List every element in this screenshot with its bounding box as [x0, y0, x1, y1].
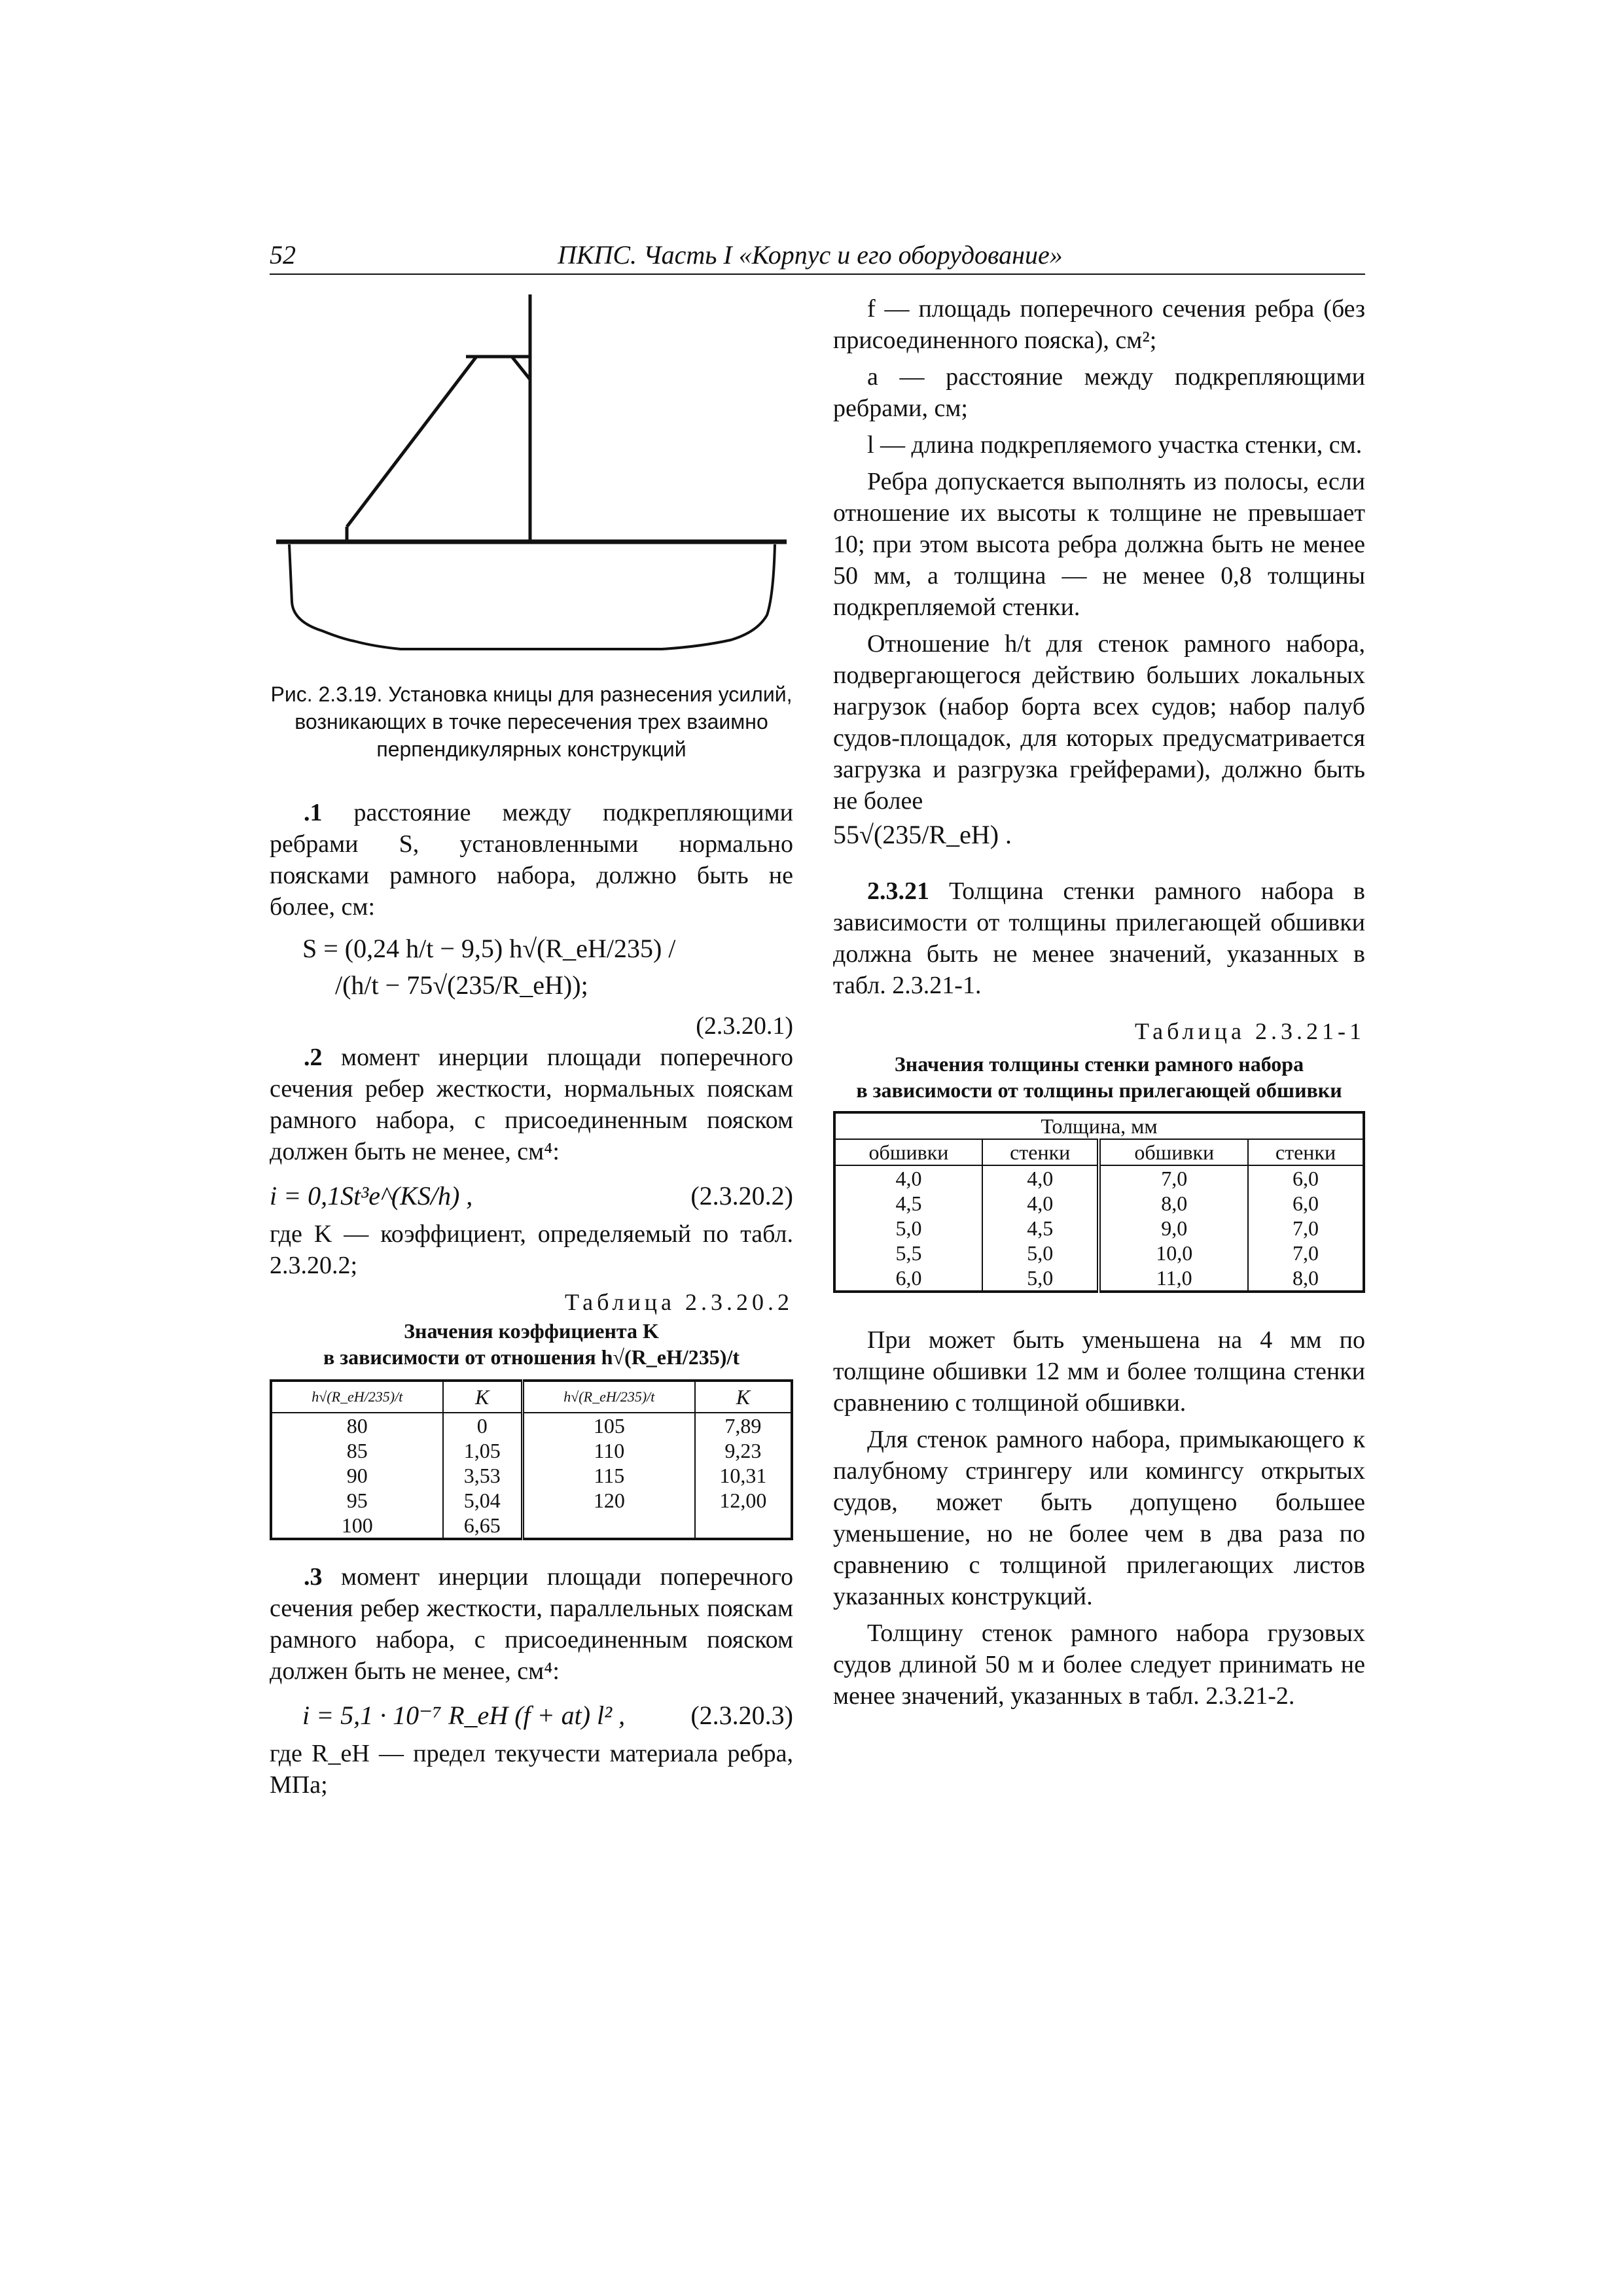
l-definition: l — длина подкрепляемого участка стенки, см.: [867, 431, 1363, 459]
equation-number-2: (2.3.20.2): [690, 1181, 793, 1210]
table-cell: 5,0: [834, 1216, 982, 1241]
item-3: [270, 1561, 793, 1687]
table-cell: 9,0: [1099, 1216, 1248, 1241]
table-header-cell: h√(R_eH/235)/t: [522, 1381, 694, 1413]
table-cell: 9,23: [695, 1438, 792, 1463]
table-header-cell: стенки: [982, 1139, 1099, 1165]
item-1-number: .1: [304, 799, 323, 826]
item-2: [270, 1042, 793, 1167]
table-cell: 7,89: [695, 1413, 792, 1438]
table-group-header-row: [834, 1112, 1364, 1139]
table-row: [271, 1513, 792, 1539]
a-definition: a — расстояние между подкрепляющими ребрами, см;: [833, 363, 1365, 422]
table-header-cell: K: [443, 1381, 523, 1413]
left-column: [270, 797, 793, 1801]
f-definition: f — площадь поперечного сечения ребра (без присоединенного пояска), см²;: [833, 295, 1365, 354]
item-2-text: момент инерции площади поперечного сечения ребер жесткости, нормальных пояскам рамного набора, с присоединенным пояском должен быть не менее, см⁴:: [270, 1044, 793, 1165]
table-row: [271, 1438, 792, 1463]
table-cell: [695, 1513, 792, 1539]
figure-caption: Рис. 2.3.19. Установка кницы для разнесения усилий, возникающих в точке пересечения трех взаимно перпендикулярных конструкций: [270, 682, 793, 761]
table-row: [834, 1265, 1364, 1292]
item-3-number: .3: [304, 1563, 323, 1591]
table-cell: 115: [522, 1463, 694, 1488]
table-cell: 5,0: [982, 1265, 1099, 1292]
table-2-3-20-2-title-2: в зависимости от отношения h√(R_eH/235)/t: [323, 1345, 740, 1369]
table-cell: 10,31: [695, 1463, 792, 1488]
table-header-cell: обшивки: [1099, 1139, 1248, 1165]
page-number: 52: [270, 240, 296, 270]
paragraph-reduction: При может быть уменьшена на 4 мм по толщине обшивки 12 мм и более толщина стенки сравнению с толщиной обшивки.: [833, 1326, 1365, 1417]
table-header-row: [271, 1381, 792, 1413]
section-number: 2.3.21: [867, 877, 929, 905]
table-2-3-21-1-title-2: в зависимости от толщины прилегающей обшивки: [856, 1078, 1342, 1102]
running-title: ПКПС. Часть I «Корпус и его оборудование»: [558, 240, 1063, 270]
table-row: [271, 1413, 792, 1438]
table-cell: 7,0: [1248, 1241, 1364, 1265]
table-cell: 105: [522, 1413, 694, 1438]
formula-2-3-20-3-row: [270, 1697, 793, 1734]
table-cell: 6,0: [1248, 1191, 1364, 1216]
table-row: [834, 1191, 1364, 1216]
table-cell: 5,5: [834, 1241, 982, 1265]
paragraph-ht-ratio: Отношение h/t для стенок рамного набора, подвергающегося действию больших локальных нагрузок (набор борта всех судов; набор палуб судов-площадок, для которых предусматривается загрузка и разгрузка грейферами), должно быть не более: [833, 630, 1365, 815]
formula-2-3-20-2: i = 0,1St³e^(KS/h) ,: [270, 1181, 473, 1210]
table-header-cell: h√(R_eH/235)/t: [271, 1381, 443, 1413]
reh-definition: где R_eH — предел текучести материала ребра, МПа;: [270, 1740, 793, 1799]
table-row: [834, 1216, 1364, 1241]
section-text: Толщина стенки рамного набора в зависимости от толщины прилегающей обшивки должна быть не менее значений, указанных в табл. 2.3.21-1.: [833, 877, 1365, 999]
paragraph-stringer: Для стенок рамного набора, примыкающего к палубному стрингеру или комингсу открытых судов, может быть допущено большее уменьшение, но не более чем в два раза по сравнению с толщиной прилегающих листов указанных конструкций.: [833, 1426, 1365, 1610]
table-cell: 4,0: [982, 1191, 1099, 1216]
paragraph-ribs: Ребра допускается выполнять из полосы, если отношение их высоты к толщине не превышает 10; при этом высота ребра должна быть не менее 50 мм, а толщина — не менее 0,8 толщины подкрепляемой стенки.: [833, 468, 1365, 621]
table-cell: 7,0: [1248, 1216, 1364, 1241]
table-2-3-21-1: [833, 1111, 1365, 1293]
table-row: [834, 1241, 1364, 1265]
table-cell: 4,5: [982, 1216, 1099, 1241]
item-2-number: .2: [304, 1044, 323, 1071]
table-group-header: Толщина, мм: [834, 1112, 1364, 1139]
table-cell: 6,0: [1248, 1165, 1364, 1191]
table-cell: 110: [522, 1438, 694, 1463]
table-cell: 80: [271, 1413, 443, 1438]
table-2-3-20-2: [270, 1379, 793, 1540]
table-cell: 8,0: [1099, 1191, 1248, 1216]
table-row: [271, 1488, 792, 1513]
table-cell: 6,0: [834, 1265, 982, 1292]
section-2-3-21: [833, 875, 1365, 1001]
table-header-row: [834, 1139, 1364, 1165]
page-header: [270, 239, 1365, 275]
equation-number-3: (2.3.20.3): [690, 1701, 793, 1730]
table-2-3-21-1-title-1: Значения толщины стенки рамного набора: [894, 1052, 1304, 1076]
table-cell: 10,0: [1099, 1241, 1248, 1265]
table-cell: 120: [522, 1488, 694, 1513]
table-cell: 6,65: [443, 1513, 523, 1539]
item-1: [270, 797, 793, 923]
k-definition: где K — коэффициент, определяемый по табл. 2.3.20.2;: [270, 1220, 793, 1279]
formula-2-3-20-3: i = 5,1 · 10⁻⁷ R_eH (f + at) l² ,: [302, 1701, 626, 1730]
table-cell: 7,0: [1099, 1165, 1248, 1191]
formula-2-3-20-2-row: [270, 1178, 793, 1214]
table-cell: 11,0: [1099, 1265, 1248, 1292]
table-cell: 4,5: [834, 1191, 982, 1216]
table-cell: 4,0: [834, 1165, 982, 1191]
ht-limit-formula: 55√(235/R_eH) .: [833, 820, 1012, 849]
table-cell: 85: [271, 1438, 443, 1463]
item-1-text: расстояние между подкрепляющими ребрами S, установленными нормально поясками рамного набора, должно быть не более, см:: [270, 799, 793, 921]
table-header-cell: обшивки: [834, 1139, 982, 1165]
bracket-figure: [270, 288, 793, 667]
bracket-bottom: [512, 357, 530, 380]
table-2-3-20-2-label: Таблица 2.3.20.2: [565, 1289, 793, 1315]
table-row: [834, 1165, 1364, 1191]
table-header-cell: K: [695, 1381, 792, 1413]
hull-section: [289, 544, 775, 649]
table-row: [271, 1463, 792, 1488]
table-cell: [522, 1513, 694, 1539]
table-cell: 3,53: [443, 1463, 523, 1488]
formula-2-3-20-1-line1: S = (0,24 h/t − 9,5) h√(R_eH/235) /: [302, 934, 676, 963]
table-cell: 4,0: [982, 1165, 1099, 1191]
table-cell: 100: [271, 1513, 443, 1539]
table-2-3-21-1-label: Таблица 2.3.21-1: [1135, 1018, 1365, 1044]
paragraph-cargo-ships: Толщину стенок рамного набора грузовых судов длиной 50 м и более следует принимать не менее значений, указанных в табл. 2.3.21-2.: [833, 1619, 1365, 1710]
table-cell: 90: [271, 1463, 443, 1488]
table-cell: 12,00: [695, 1488, 792, 1513]
table-cell: 95: [271, 1488, 443, 1513]
equation-number-1: (2.3.20.1): [696, 1012, 793, 1040]
bracket-edge: [347, 357, 476, 527]
item-3-text: момент инерции площади поперечного сечения ребер жесткости, параллельных пояскам рамного набора, с присоединенным пояском должен быть не менее, см⁴:: [270, 1563, 793, 1685]
formula-2-3-20-1-line2: /(h/t − 75√(235/R_eH));: [335, 970, 588, 1000]
table-cell: 1,05: [443, 1438, 523, 1463]
table-cell: 5,0: [982, 1241, 1099, 1265]
table-header-cell: стенки: [1248, 1139, 1364, 1165]
table-cell: 8,0: [1248, 1265, 1364, 1292]
table-cell: 0: [443, 1413, 523, 1438]
table-2-3-20-2-title-1: Значения коэффициента K: [404, 1319, 659, 1343]
right-column: [833, 293, 1365, 1712]
table-cell: 5,04: [443, 1488, 523, 1513]
